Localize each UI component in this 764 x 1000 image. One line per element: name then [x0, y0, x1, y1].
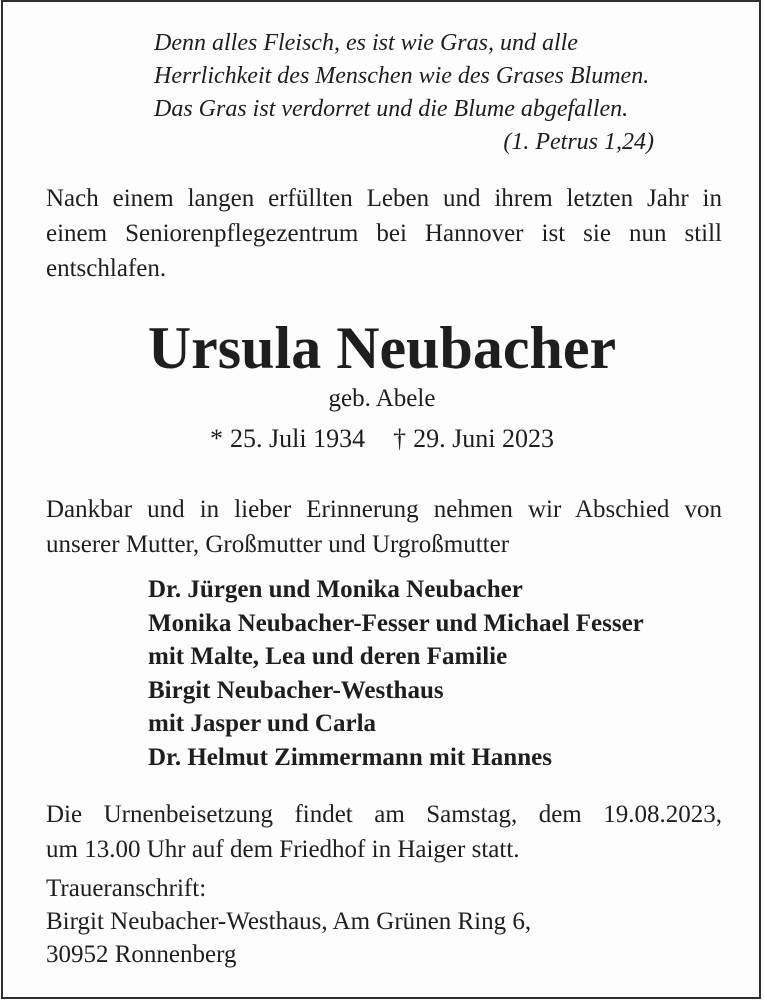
funeral-line: um 13.00 Uhr auf dem Friedhof in Haiger statt. [46, 836, 520, 863]
quote-line: Das Gras ist verdorret und die Blume abgefallen. [154, 96, 629, 122]
intro-paragraph [46, 181, 722, 286]
death-date [393, 419, 554, 459]
intro-line: entschlafen. [46, 255, 167, 282]
condolence-address-label: Traueranschrift: [46, 875, 207, 902]
funeral-info-paragraph [46, 797, 722, 867]
mourners-list [148, 573, 644, 774]
intro-line: Nach einem langen erfüllten Leben und ihrem letzten Jahr in [46, 185, 722, 212]
farewell-paragraph [46, 492, 722, 562]
farewell-line: unserer Mutter, Großmutter und Urgroßmutter [46, 531, 510, 558]
mourner-line: Dr. Jürgen und Monika Neubacher [148, 576, 523, 603]
intro-line: einem Seniorenpflegezentrum bei Hannover ist sie nun still [46, 220, 722, 247]
mourner-line: Monika Neubacher-Fesser und Michael Fesser [148, 609, 644, 637]
maiden-name: geb. Abele [328, 385, 436, 412]
birth-date-text: 25. Juli 1934 [230, 424, 366, 453]
quote-line: Denn alles Fleisch, es ist wie Gras, und alle [154, 30, 578, 56]
birth-star-symbol: * [210, 424, 224, 453]
farewell-line: Dankbar und in lieber Erinnerung nehmen wir Abschied von [46, 496, 722, 523]
condolence-address [46, 872, 531, 971]
mourner-line: mit Malte, Lea und deren Familie [148, 643, 508, 670]
life-dates [0, 419, 764, 459]
mourner-line: Dr. Helmut Zimmermann mit Hannes [148, 743, 552, 771]
mourner-line: Birgit Neubacher-Westhaus [148, 676, 444, 704]
quote-attribution: (1. Petrus 1,24) [503, 129, 654, 155]
birth-date [210, 419, 365, 459]
quote-line: Herrlichkeit des Menschen wie des Grases Blumen. [154, 63, 650, 89]
death-date-text: 29. Juni 2023 [413, 424, 554, 453]
deceased-name: Ursula Neubacher [147, 315, 617, 381]
funeral-line: Die Urnenbeisetzung findet am Samstag, dem 19.08.2023, [46, 801, 722, 828]
condolence-address-line: Birgit Neubacher-Westhaus, Am Grünen Ring 6, [46, 908, 532, 935]
condolence-address-line: 30952 Ronnenberg [46, 941, 237, 968]
mourner-line: mit Jasper und Carla [148, 710, 377, 737]
scripture-quote [154, 27, 658, 159]
death-cross-symbol: † [393, 424, 407, 453]
